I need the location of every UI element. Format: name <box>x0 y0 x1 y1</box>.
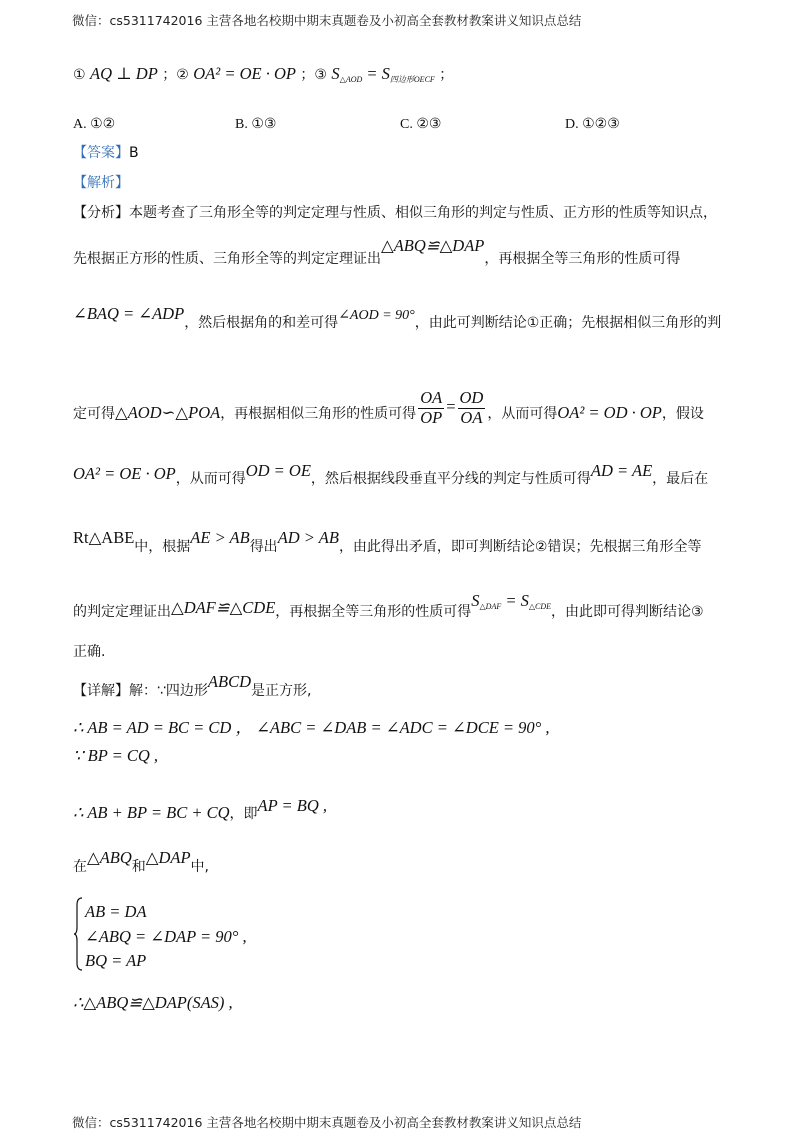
analysis-line-1: 【分析】本题考查了三角形全等的判定定理与性质、相似三角形的判定与性质、正方形的性质等知识点， <box>73 205 717 221</box>
analysis-line-6: Rt△ABE中，根据AE > AB得出AD > AB，由此得出矛盾，即可判断结论②错误；先根据三角形全等 <box>73 528 702 555</box>
system-brace <box>73 897 83 971</box>
fraction-od-oa: $\frac{OD}{OA}$ <box>459 388 484 427</box>
condition-3-marker: ；③ <box>300 67 327 83</box>
detail-line-2: ∴ AB = AD = BC = CD ， ∠ABC = ∠DAB = ∠ADC = ∠DCE = 90° , <box>73 718 550 737</box>
detail-line-1: 【详解】解：∵四边形ABCD是正方形, <box>73 672 312 699</box>
system-eq-1: AB = DA <box>85 902 147 921</box>
oa-squared-od-op: OA² = OD · OP <box>557 403 662 422</box>
fraction-oa-op: $\frac{OA}{OP}$ <box>420 388 443 427</box>
congruence-abq-dap: △ABQ≌△DAP <box>381 236 485 255</box>
angle-equation: ∠BAQ = ∠ADP <box>73 304 185 323</box>
analysis-line-4: 定可得△AOD∽△POA，再根据相似三角形的性质可得 $\frac{OA}{OP}$ = $\frac{OD}{OA}$ ，从而可得OA² = OD · OP，假设 <box>73 388 704 427</box>
question-conditions: ① AQ ⊥ DP ；② OA² = OE · OP ；③ $S_{\triangle AOD} = S_{四边形OECF}$ ； <box>73 64 454 84</box>
analysis-line-2: 先根据正方形的性质、三角形全等的判定定理证出△ABQ≌△DAP，再根据全等三角形的性质可得 <box>73 236 681 267</box>
analysis-line-5: OA² = OE · OP，从而可得OD = OE，然后根据线段垂直平分线的判定与性质可得AD = AE，最后在 <box>73 461 709 487</box>
angle-aod-90: ∠AOD = 90° <box>338 308 415 323</box>
detail-line-5: 在△ABQ和△DAP中, <box>73 848 209 875</box>
detail-tag: 【详解】解： <box>73 683 157 699</box>
condition-1-marker: ① <box>73 67 86 83</box>
option-c: C. ②③ <box>400 117 442 132</box>
option-b: B. ①③ <box>235 117 277 132</box>
answer-line <box>73 146 139 160</box>
area-equation: $S_{\triangle DAF} = S_{\triangle CDE}$ <box>471 591 552 611</box>
answer-tag: 【答案】 <box>73 145 129 161</box>
system-eq-3: BQ = AP <box>85 951 147 970</box>
detail-line-3: ∵ BP = CQ , <box>73 746 159 765</box>
analysis-line-8: 正确. <box>73 644 106 660</box>
page-footer: 微信：cs5311742016 主营各地名校期中期末真题卷及小初高全套教材教案讲义知识点总结 <box>72 1115 582 1130</box>
analysis-line-3: ∠BAQ = ∠ADP，然后根据角的和差可得∠AOD = 90°，由此可判断结论①正确；先根据相似三角形的判 <box>73 304 722 331</box>
similar-triangles: △AOD∽△POA <box>115 403 221 422</box>
condition-2-expr: OA² = OE · OP <box>193 64 296 83</box>
option-d: D. ①②③ <box>565 117 620 132</box>
condition-2-marker: ；② <box>162 67 189 83</box>
detail-line-4: ∴ AB + BP = BC + CQ，即AP = BQ , <box>73 796 328 822</box>
option-a: A. ①② <box>73 117 116 132</box>
page-header: 微信：cs5311742016 主营各地名校期中期末真题卷及小初高全套教材教案讲义知识点总结 <box>72 13 582 28</box>
detail-line-6: ∴△ABQ≌△DAP(SAS) , <box>73 993 233 1012</box>
analysis-tag: 【解析】 <box>73 175 129 191</box>
condition-3-expr: $S_{\triangle AOD} = S_{四边形OECF}$ <box>331 64 435 84</box>
answer-value: B <box>129 145 139 161</box>
analysis-line-7: 的判定定理证出△DAF≌△CDE，再根据全等三角形的性质可得$S_{\triangle DAF} = S_{\triangle CDE}$，由此即可得判断结论③ <box>73 591 704 620</box>
system-eq-2: ∠ABQ = ∠DAP = 90° , <box>85 927 247 946</box>
condition-1-expr: AQ ⊥ DP <box>90 64 158 83</box>
